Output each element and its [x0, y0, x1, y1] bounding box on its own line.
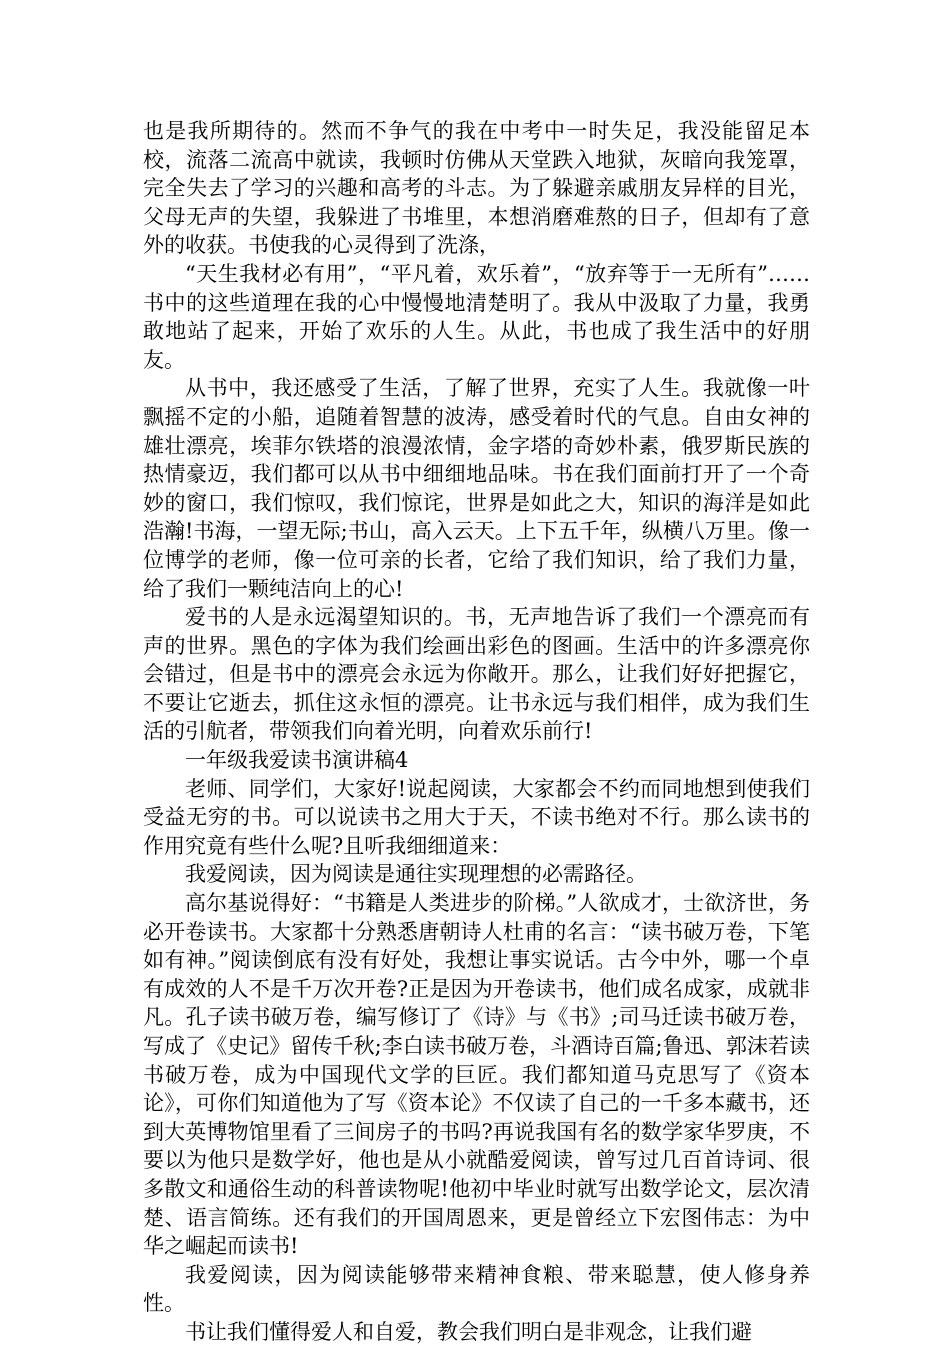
paragraph-3: 从书中，我还感受了生活，了解了世界，充实了人生。我就像一叶飘摇不定的小船，追随着智慧的波涛，感受着时代的气息。自由女神的雄壮漂亮，埃菲尔铁塔的浪漫浓情，金字塔的奇妙朴素，俄罗斯民族的热情豪迈，我们都可以从书中细细地品味。书在我们面前打开了一个奇妙的窗口，我们惊叹，我们惊诧，世界是如此之大，知识的海洋是如此浩瀚!书海，一望无际;书山，高入云天。上下五千年，纵横八万里。像一位博学的老师，像一位可亲的长者，它给了我们知识，给了我们力量，给了我们一颗纯洁向上的心!	[143, 376, 810, 601]
paragraph-4: 爱书的人是永远渴望知识的。书，无声地告诉了我们一个漂亮而有声的世界。黑色的字体为我们绘画出彩色的图画。生活中的许多漂亮你会错过，但是书中的漂亮会永远为你敞开。那么，让我们好好把握它，不要让它逝去，抓住这永恒的漂亮。让书永远与我们相伴，成为我们生活的引航者，带领我们向着光明，向着欢乐前行!	[143, 605, 810, 744]
paragraph-8: 高尔基说得好：“书籍是人类进步的阶梯。”人欲成才，士欲济世，务必开卷读书。大家都十分熟悉唐朝诗人杜甫的名言：“读书破万卷，下笔如有神。”阅读倒底有没有好处，我想让事实说话。古今中外，哪一个卓有成效的人不是千万次开卷?正是因为开卷读书，他们成名成家，成就非凡。孔子读书破万卷，编写修订了《诗》与《书》;司马迁读书破万卷，写成了《史记》留传千秋;李白读书破万卷，斗酒诗百篇;鲁迅、郭沫若读书破万卷，成为中国现代文学的巨匠。我们都知道马克思写了《资本论》，可你们知道他为了写《资本论》不仅读了自己的一千多本藏书，还到大英博物馆里看了三间房子的书吗?再说我国有名的数学家华罗庚，不要以为他只是数学好，他也是从小就酷爱阅读，曾写过几百首诗词、很多散文和通俗生动的科普读物呢!他初中毕业时就写出数学论文，层次清楚、语言简练。还有我们的开国周恩来，更是曾经立下宏图伟志：为中华之崛起而读书!	[143, 891, 810, 1259]
document-page	[143, 117, 810, 1347]
paragraph-6: 老师、同学们，大家好!说起阅读，大家都会不约而同地想到使我们受益无穷的书。可以说读书之用大于天，不读书绝对不行。那么读书的作用究竟有些什么呢?且听我细细道来：	[143, 776, 810, 858]
paragraph-2: “天生我材必有用”，“平凡着，欢乐着”，“放弃等于一无所有”……书中的这些道理在我的心中慢慢地清楚明了。我从中汲取了力量，我勇敢地站了起来，开始了欢乐的人生。从此，书也成了我生活中的好朋友。	[143, 261, 810, 372]
paragraph-7: 我爱阅读，因为阅读是通往实现理想的必需路径。	[185, 862, 647, 887]
paragraph-9: 我爱阅读，因为阅读能够带来精神食粮、带来聪慧，使人修身养性。	[143, 1262, 810, 1316]
section-heading: 一年级我爱读书演讲稿4	[185, 748, 409, 773]
paragraph-1: 也是我所期待的。然而不争气的我在中考中一时失足，我没能留足本校，流落二流高中就读，我顿时仿佛从天堂跌入地狱，灰暗向我笼罩，完全失去了学习的兴趣和高考的斗志。为了躲避亲戚朋友异样的目光，父母无声的失望，我躲进了书堆里，本想消磨难熬的日子，但却有了意外的收获。书使我的心灵得到了洗涤，	[143, 119, 810, 258]
paragraph-10: 书让我们懂得爱人和自爱，教会我们明白是非观念，让我们避	[185, 1319, 752, 1344]
